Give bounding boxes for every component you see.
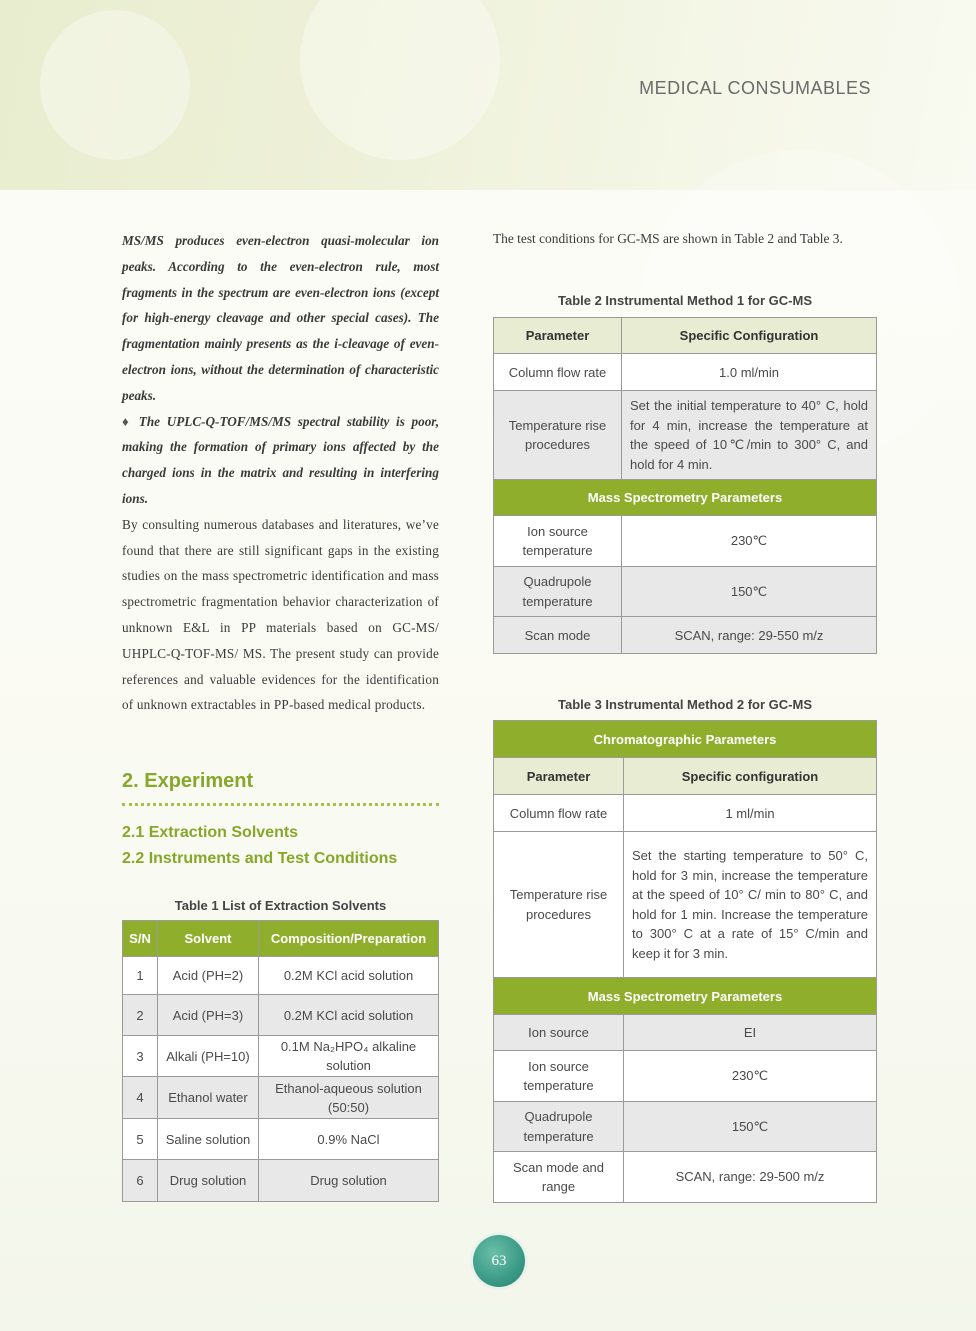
table-row: [494, 391, 877, 480]
table-row: [494, 1102, 877, 1152]
table-cell: 3: [123, 1036, 158, 1077]
body-paragraph: By consulting numerous databases and literatures, we’ve found that there are still significant gaps in the existing studies on the mass spectrometric identification and mass spectrometric fragmentation behavior characterization of unknown E&L in PP materials based on GC-MS/ UHPLC-Q-TOF-MS/ MS. The present study can provide references and valuable evidences for the identification of unknown extractables in PP-based medical products.: [122, 516, 439, 713]
table-header-cell: Specific Configuration: [622, 318, 877, 354]
table-row: [123, 1077, 439, 1119]
table-cell: 0.2M KCl acid solution: [259, 957, 439, 995]
italic-paragraph-2: [122, 409, 439, 512]
table-cell: Alkali (PH=10): [158, 1036, 259, 1077]
table-row: [494, 1152, 877, 1203]
table-cell: Acid (PH=3): [158, 995, 259, 1036]
table-cell: Drug solution: [259, 1160, 439, 1202]
table2-header-row: [494, 318, 877, 354]
intro-sentence: The test conditions for GC-MS are shown in Table 2 and Table 3.: [493, 231, 843, 246]
table1-caption: Table 1 List of Extraction Solvents: [174, 898, 387, 913]
table-cell: Scan mode and range: [494, 1152, 624, 1203]
table-cell: Ion source: [494, 1015, 624, 1051]
table-row: [494, 832, 877, 978]
table2-caption: Table 2 Instrumental Method 1 for GC-MS: [557, 293, 812, 308]
table-row: [494, 354, 877, 391]
table1: [122, 920, 439, 1202]
table-row: [494, 567, 877, 617]
table-cell: SCAN, range: 29-500 m/z: [624, 1152, 877, 1203]
diamond-bullet-icon: ♦: [122, 413, 133, 429]
table-row: [494, 1051, 877, 1102]
page-number-badge: [473, 1235, 525, 1287]
italic-paragraph-2-text: The UPLC-Q-TOF/MS/MS spectral stability is poor, making the formation of primary ions affected by the charged ions in the matrix and resulting in interfering ions.: [122, 413, 439, 506]
table-cell: 5: [123, 1119, 158, 1160]
table-cell: Drug solution: [158, 1160, 259, 1202]
decorative-circle: [40, 10, 190, 160]
table1-header-cell: Composition/Preparation: [259, 921, 439, 957]
table-cell: Ion source temperature: [494, 516, 622, 567]
table-cell: Temperature rise procedures: [494, 391, 622, 480]
table-cell: Saline solution: [158, 1119, 259, 1160]
table-cell: Quadrupole temperature: [494, 567, 622, 617]
table-row: [494, 795, 877, 832]
table-cell: 1 ml/min: [624, 795, 877, 832]
table-cell: 6: [123, 1160, 158, 1202]
heading-extraction-solvents: 2.1 Extraction Solvents: [122, 824, 299, 841]
table-header-cell: Parameter: [494, 318, 622, 354]
table-cell: 4: [123, 1077, 158, 1119]
left-column: [122, 228, 439, 718]
table-cell: Quadrupole temperature: [494, 1102, 624, 1152]
table-cell: 1.0 ml/min: [622, 354, 877, 391]
table1-header-cell: Solvent: [158, 921, 259, 957]
table-cell: 150℃: [622, 567, 877, 617]
table-cell: Scan mode: [494, 617, 622, 654]
table3-caption: Table 3 Instrumental Method 2 for GC-MS: [557, 697, 812, 712]
table-cell: 230℃: [622, 516, 877, 567]
table-cell: Ethanol water: [158, 1077, 259, 1119]
table-row: [123, 957, 439, 995]
table-band-row: [494, 480, 877, 516]
mass-spec-band: Mass Spectrometry Parameters: [494, 978, 877, 1015]
table-row: [123, 1160, 439, 1202]
table-cell: SCAN, range: 29-550 m/z: [622, 617, 877, 654]
heading-instruments: 2.2 Instruments and Test Conditions: [122, 850, 398, 867]
table-cell: Column flow rate: [494, 354, 622, 391]
table2: [493, 317, 877, 654]
table-row: [494, 1015, 877, 1051]
table-cell: 2: [123, 995, 158, 1036]
section-header: MEDICAL CONSUMABLES: [639, 78, 871, 98]
table-cell: 0.9% NaCl: [259, 1119, 439, 1160]
table-cell: Set the initial temperature to 40° C, hold for 4 min, increase the temperature at the speed of 10℃/min to 300° C, and hold for 4 min.: [622, 391, 877, 480]
table-cell: 0.2M KCl acid solution: [259, 995, 439, 1036]
table-cell: 150℃: [624, 1102, 877, 1152]
table-row: [494, 617, 877, 654]
table-cell: Temperature rise procedures: [494, 832, 624, 978]
table-band-row: [494, 721, 877, 758]
table3-header-row: [494, 758, 877, 795]
table-header-cell: Specific configuration: [624, 758, 877, 795]
table-row: [123, 1119, 439, 1160]
table-cell: Column flow rate: [494, 795, 624, 832]
table-cell: Ethanol-aqueous solution (50:50): [259, 1077, 439, 1119]
table-cell: 0.1M Na₂HPO₄ alkaline solution: [259, 1036, 439, 1077]
table-band-row: [494, 978, 877, 1015]
table-cell: 1: [123, 957, 158, 995]
table-cell: Ion source temperature: [494, 1051, 624, 1102]
dotted-divider: [122, 803, 439, 806]
italic-paragraph-1: MS/MS produces even-electron quasi-molecular ion peaks. According to the even-electron rule, most fragments in the spectrum are even-electron ions (except for high-energy cleavage and other special cases). The fragmentation mainly presents as the i-cleavage of even-electron ions, without the determination of characteristic peaks.: [122, 233, 439, 403]
table-cell: 230℃: [624, 1051, 877, 1102]
table-row: [123, 1036, 439, 1077]
chromatographic-band: Chromatographic Parameters: [494, 721, 877, 758]
table1-header-row: [123, 921, 439, 957]
table3: [493, 720, 877, 1203]
page-number: 63: [491, 1253, 507, 1269]
table-header-cell: Parameter: [494, 758, 624, 795]
table-cell: Set the starting temperature to 50° C, hold for 3 min, increase the temperature at the speed of 10° C/ min to 80° C, and hold for 1 min. Increase the temperature to 300° C at a rate of 15° C/min and keep it for 3 min.: [624, 832, 877, 978]
table1-header-cell: S/N: [123, 921, 158, 957]
heading-experiment: 2. Experiment: [122, 770, 254, 792]
table-cell: EI: [624, 1015, 877, 1051]
table-cell: Acid (PH=2): [158, 957, 259, 995]
table-row: [494, 516, 877, 567]
mass-spec-band: Mass Spectrometry Parameters: [494, 480, 877, 516]
table-row: [123, 995, 439, 1036]
